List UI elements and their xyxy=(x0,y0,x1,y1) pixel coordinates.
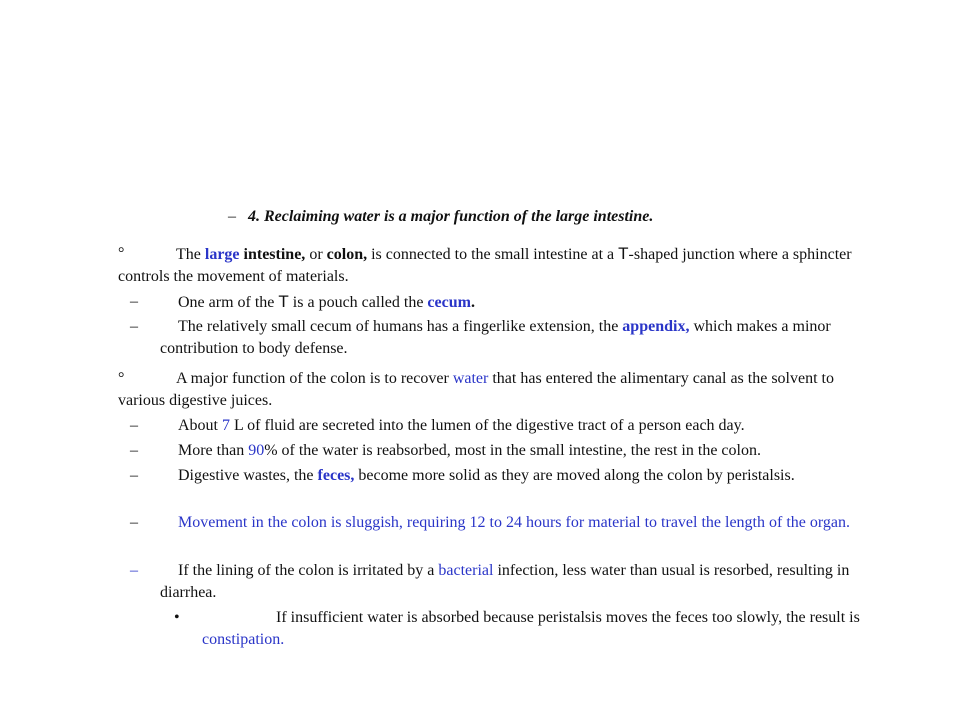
slide-subheading xyxy=(228,206,928,228)
text: Digestive wastes, the xyxy=(178,467,318,484)
dash-marker: – xyxy=(130,467,138,484)
term-appendix: appendix, xyxy=(622,318,690,335)
bullet-colon-function xyxy=(118,368,878,412)
text: . xyxy=(280,631,285,648)
text: If insufficient water is absorbed because peristalsis moves the feces too slowly, the result is xyxy=(276,609,860,626)
text: One arm of the xyxy=(178,294,279,311)
dash-marker: – xyxy=(130,442,138,459)
sub-bullet-cecum xyxy=(130,291,880,314)
sub-bullet-diarrhea xyxy=(130,560,880,604)
sub-bullet-feces xyxy=(130,465,880,487)
text: L of fluid are secreted into the lumen of the digestive tract of a person each day. xyxy=(230,417,745,434)
sub-bullet-90-percent xyxy=(130,440,880,462)
value-7: 7 xyxy=(222,417,230,434)
sub-sub-bullet-constipation xyxy=(174,607,882,651)
term-constipation: constipation xyxy=(202,631,281,648)
dash-marker: – xyxy=(130,562,138,579)
dash-marker: – xyxy=(130,293,138,310)
bullet-dot-icon: • xyxy=(174,609,180,626)
dash-marker: – xyxy=(130,514,138,531)
degree-bullet-icon: ° xyxy=(118,370,125,387)
text: % of the water is reabsorbed, most in the small intestine, the rest in the colon. xyxy=(264,442,761,459)
term-cecum: cecum xyxy=(427,294,471,311)
dash-marker: – xyxy=(130,318,138,335)
term-colon: colon, xyxy=(326,246,368,263)
subheading-text: 4. Reclaiming water is a major function of the large intestine. xyxy=(248,208,654,225)
dash-marker: – xyxy=(228,208,236,225)
term-intestine: intestine, xyxy=(239,246,306,263)
text: or xyxy=(305,246,327,263)
text: The xyxy=(176,246,205,263)
term-bacterial: bacterial xyxy=(438,562,494,579)
text: is a pouch called the xyxy=(288,294,428,311)
text: that has entered the alimentary canal as the solvent to various digestive juices. xyxy=(118,370,834,409)
degree-bullet-icon: ° xyxy=(118,245,125,262)
text: The relatively small cecum of humans has a fingerlike extension, the xyxy=(178,318,623,335)
sub-bullet-appendix xyxy=(130,316,880,360)
term-feces: feces, xyxy=(317,467,355,484)
text: which makes a minor contribution to body defense. xyxy=(160,318,831,357)
bullet-large-intestine xyxy=(118,243,878,288)
text: A major function of the colon is to recover xyxy=(176,370,453,387)
text: infection, less water than usual is resorbed, resulting in diarrhea. xyxy=(160,562,850,601)
text: is connected to the small intestine at a xyxy=(367,246,619,263)
text: . xyxy=(470,294,475,311)
text: More than xyxy=(178,442,249,459)
text: About xyxy=(178,417,222,434)
text: If the lining of the colon is irritated by a xyxy=(178,562,439,579)
dash-marker: – xyxy=(130,417,138,434)
text: Movement in the colon is sluggish, requiring 12 to 24 hours for material to travel the length of the organ. xyxy=(178,514,851,531)
letter-t: T xyxy=(278,292,289,311)
term-large: large xyxy=(204,246,240,263)
value-90: 90 xyxy=(248,442,265,459)
sub-bullet-7-liters xyxy=(130,415,880,437)
letter-t: T xyxy=(618,244,629,263)
text: become more solid as they are moved along the colon by peristalsis. xyxy=(354,467,795,484)
text: -shaped junction where a sphincter controls the movement of materials. xyxy=(118,246,852,285)
sub-bullet-sluggish xyxy=(130,512,880,534)
term-water: water xyxy=(452,370,489,387)
